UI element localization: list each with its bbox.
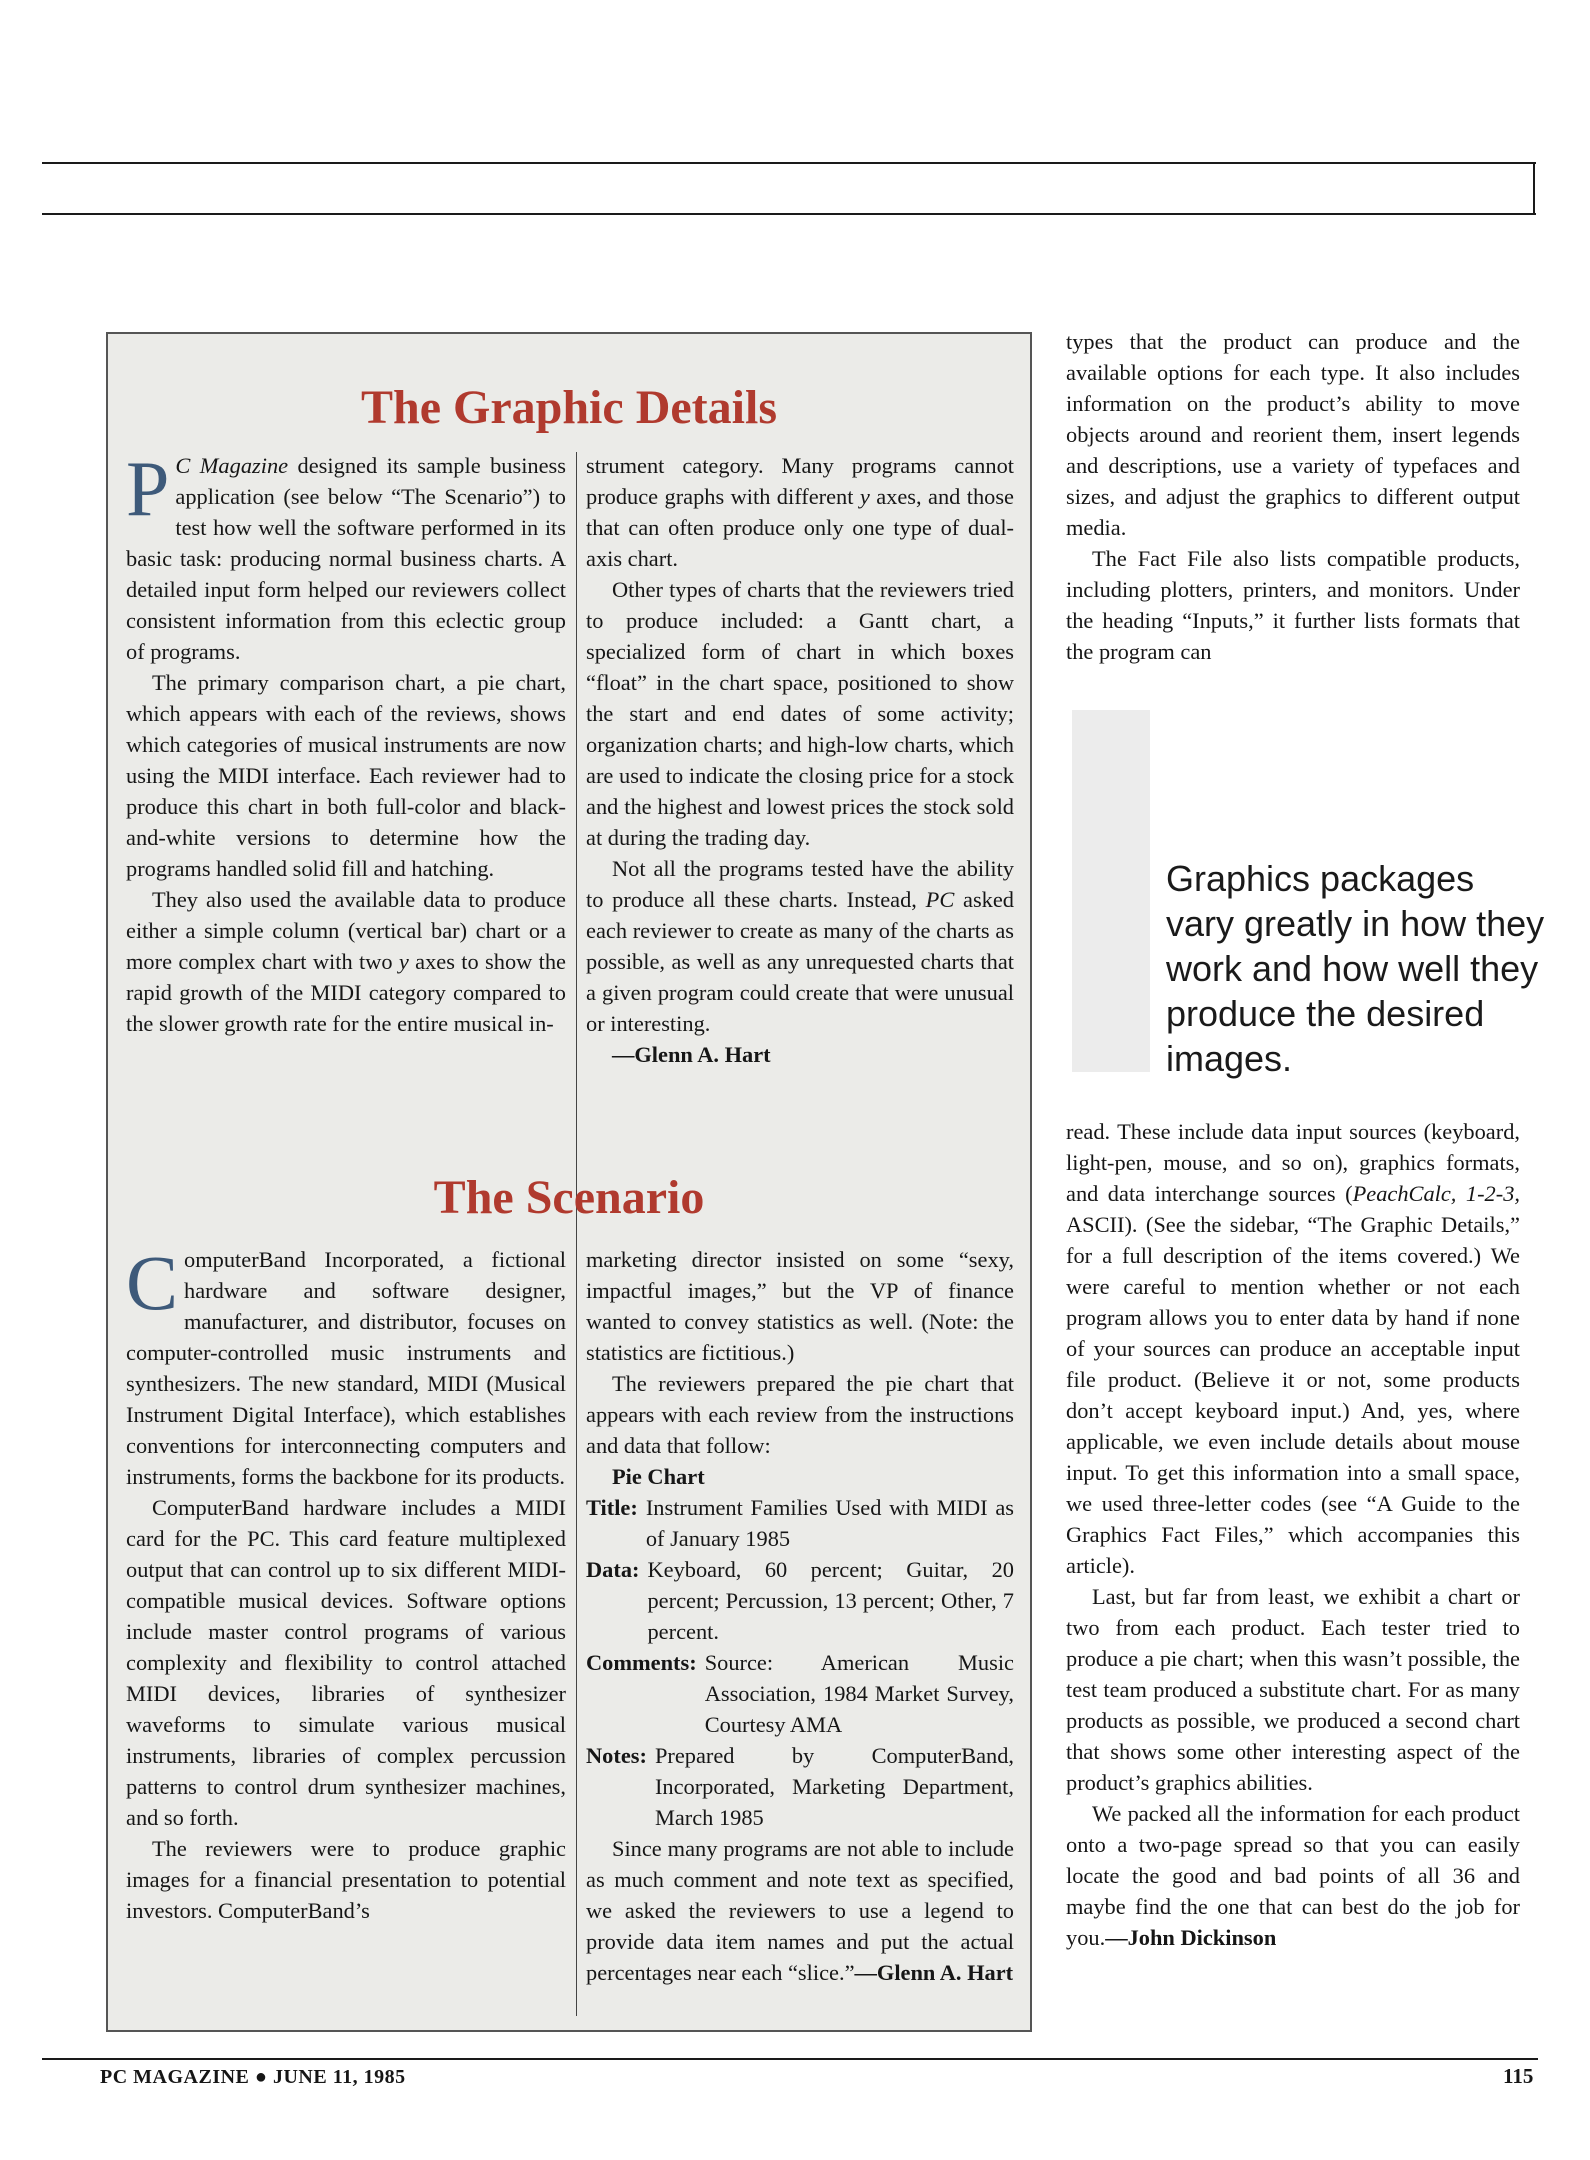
- spec-label: Data:: [586, 1557, 640, 1582]
- paragraph-text: axes, and those that can often produce only one type of dual-axis chart.: [586, 484, 1014, 571]
- italic-text: PeachCalc, 1-2-3,: [1352, 1181, 1520, 1206]
- graphic-details-paragraph: [586, 450, 1014, 574]
- scenario-paragraph: [126, 1239, 566, 1492]
- header-rule-bottom: [42, 213, 1536, 215]
- italic-text: y: [398, 949, 409, 974]
- spec-row: [586, 1554, 1014, 1647]
- spec-label: Notes:: [586, 1743, 647, 1768]
- column-divider: [576, 1246, 577, 2016]
- paragraph-text: axes to show the rapid growth of the MIDI category compared to the slower growth rate for the entire musical in-: [126, 949, 566, 1036]
- pull-quote-bar: [1072, 710, 1150, 1072]
- pull-quote: Graphics packages vary greatly in how they work and how well they produce the desired images.: [1166, 858, 1545, 1079]
- spec-row: [586, 1647, 1014, 1740]
- drop-cap: P: [126, 445, 170, 532]
- footer-publication: PC MAGAZINE ● JUNE 11, 1985: [100, 2066, 406, 2088]
- scenario-paragraph: The reviewers were to produce graphic images for a financial presentation to potential investors. ComputerBand’s: [126, 1836, 566, 1923]
- scenario-paragraph: [586, 1833, 1014, 1988]
- article-paragraph: Last, but far from least, we exhibit a chart or two from each product. Each tester tried to produce a pie chart; when this wasn’t possible, the test team produced a substitute chart. For as many products as possible, we produced a second chart that shows some other interesting aspect of the product’s graphics abilities.: [1066, 1584, 1520, 1795]
- spec-label: Title:: [586, 1495, 638, 1520]
- spec-row: [586, 1740, 1014, 1833]
- article-paragraph: [1066, 1116, 1520, 1581]
- magazine-name: C Magazine: [175, 453, 289, 478]
- spec-value: Keyboard, 60 percent; Guitar, 20 percent; Percussion, 13 percent; Other, 7 percent.: [647, 1557, 1014, 1644]
- paragraph-text: We packed all the information for each product onto a two-page spread so that you can easily locate the good and bad points of all 36 and maybe find the one that can best do the job for you.: [1066, 1801, 1520, 1950]
- graphic-details-title: The Graphic Details: [361, 381, 777, 434]
- scenario-column-1: [126, 1239, 566, 1926]
- paragraph-text: They also used the available data to produce either a simple column (vertical bar) chart or a more complex chart with two: [126, 887, 566, 974]
- paragraph-text: read. These include data input sources (keyboard, light-pen, mouse, and so on), graphics formats, and data interchange sources (: [1066, 1119, 1520, 1206]
- footer-rule: [42, 2058, 1538, 2060]
- graphic-details-paragraph: [586, 853, 1014, 1039]
- spec-heading: Pie Chart: [612, 1464, 705, 1489]
- paragraph-text: Not all the programs tested have the ability to produce all these charts. Instead,: [586, 856, 1014, 912]
- paragraph-text: strument category. Many programs cannot produce graphs with different: [586, 453, 1014, 509]
- page-number: 115: [1503, 2064, 1534, 2088]
- scenario-title: The Scenario: [433, 1171, 705, 1224]
- right-column-bottom: [1066, 1116, 1520, 1953]
- scenario-paragraph: ComputerBand hardware includes a MIDI card for the PC. This card feature multiplexed output that can control up to six different MIDI-compatible musical devices. Software options include master control programs of various complexity and flexibility to control attached MIDI devices, libraries of synthesizer waveforms to simulate various musical instruments, libraries of complex percussion patterns to control drum synthesizer machines, and so forth.: [126, 1495, 566, 1830]
- spec-row: [586, 1492, 1014, 1554]
- byline: —John Dickinson: [1105, 1925, 1277, 1950]
- article-paragraph: [1066, 1798, 1520, 1953]
- paragraph-text: omputerBand Incorporated, a fictional hardware and software designer, manufacturer, and distributor, focuses on computer-controlled music instruments and synthesizers. The new standard, MIDI (Musical Instrument Digital Interface), which establishes conventions for interconnecting computers and instruments, forms the backbone for its products.: [126, 1247, 566, 1489]
- header-rule-top: [42, 162, 1536, 164]
- article-paragraph: The Fact File also lists compatible products, including plotters, printers, and monitors. Under the heading “Inputs,” it further lists formats that the program can: [1066, 546, 1520, 664]
- spec-value: Prepared by ComputerBand, Incorporated, Marketing Department, March 1985: [654, 1743, 1014, 1830]
- paragraph-text: Since many programs are not able to include as much comment and note text as specified, we asked the reviewers to use a legend to provide data item names and put the actual percentages near each “slice.”: [586, 1836, 1014, 1985]
- scenario-paragraph: marketing director insisted on some “sexy, impactful images,” but the VP of finance wanted to convey statistics as well. (Note: the statistics are fictitious.): [586, 1247, 1014, 1365]
- scenario-column-2: [586, 1244, 1014, 1988]
- drop-cap: C: [126, 1239, 179, 1326]
- spec-label: Comments:: [586, 1650, 697, 1675]
- italic-text: y: [859, 484, 870, 509]
- paragraph-text: asked each reviewer to create as many of the charts as possible, as well as any unrequested charts that a given program could create that were unusual or interesting.: [586, 887, 1014, 1036]
- paragraph-text: ASCII). (See the sidebar, “The Graphic Details,” for a full description of the items covered.) We were careful to mention whether or not each program allows you to enter data by hand if none of your sources can produce an acceptable input file product. (Believe it or not, some products don’t accept keyboard input.) And, yes, where applicable, we even include details about mouse input. To get this information into a small space, we used three-letter codes (see “A Guide to the Graphics Fact Files,” which accompanies this article).: [1066, 1212, 1520, 1578]
- graphic-details-paragraph: Other types of charts that the reviewers tried to produce included: a Gantt chart, a specialized form of chart in which boxes “float” in the chart space, positioned to show the start and end dates of some activity; organization charts; and high-low charts, which are used to indicate the closing price for a stock and the highest and lowest prices the stock sold at during the trading day.: [586, 577, 1014, 850]
- article-paragraph: types that the product can produce and the available options for each type. It also includes information on the product’s ability to move objects around and reorient them, insert legends and descriptions, use a variety of typefaces and sizes, and adjust the graphics to different output media.: [1066, 329, 1520, 540]
- graphic-details-paragraph: [126, 884, 566, 1039]
- graphic-details-paragraph: The primary comparison chart, a pie chart, which appears with each of the reviews, shows which categories of musical instruments are now using the MIDI interface. Each reviewer had to produce this chart in both full-color and black-and-white versions to determine how the programs handled solid fill and hatching.: [126, 670, 566, 881]
- right-column-top: [1066, 326, 1520, 667]
- header-rule-side: [1533, 162, 1535, 215]
- graphic-details-paragraph: [126, 445, 566, 667]
- paragraph-text: designed its sample business application (see below “The Scenario”) to test how well the software performed in its basic task: producing normal business charts. A detailed input form helped our reviewers collect consistent information from this eclectic group of programs.: [126, 453, 566, 664]
- byline: —Glenn A. Hart: [612, 1042, 771, 1067]
- byline: —Glenn A. Hart: [854, 1960, 1014, 1985]
- sidebar-box: [106, 332, 1032, 2032]
- italic-text: PC: [925, 887, 955, 912]
- graphic-details-column-2: [586, 450, 1014, 1070]
- scenario-paragraph: The reviewers prepared the pie chart that appears with each review from the instructions and data that follow:: [586, 1371, 1014, 1458]
- graphic-details-column-1: [126, 445, 566, 1039]
- pie-chart-spec: [586, 1461, 1014, 1833]
- spec-value: Instrument Families Used with MIDI as of January 1985: [645, 1495, 1014, 1551]
- spec-value: Source: American Music Association, 1984 Market Survey, Courtesy AMA: [704, 1650, 1014, 1737]
